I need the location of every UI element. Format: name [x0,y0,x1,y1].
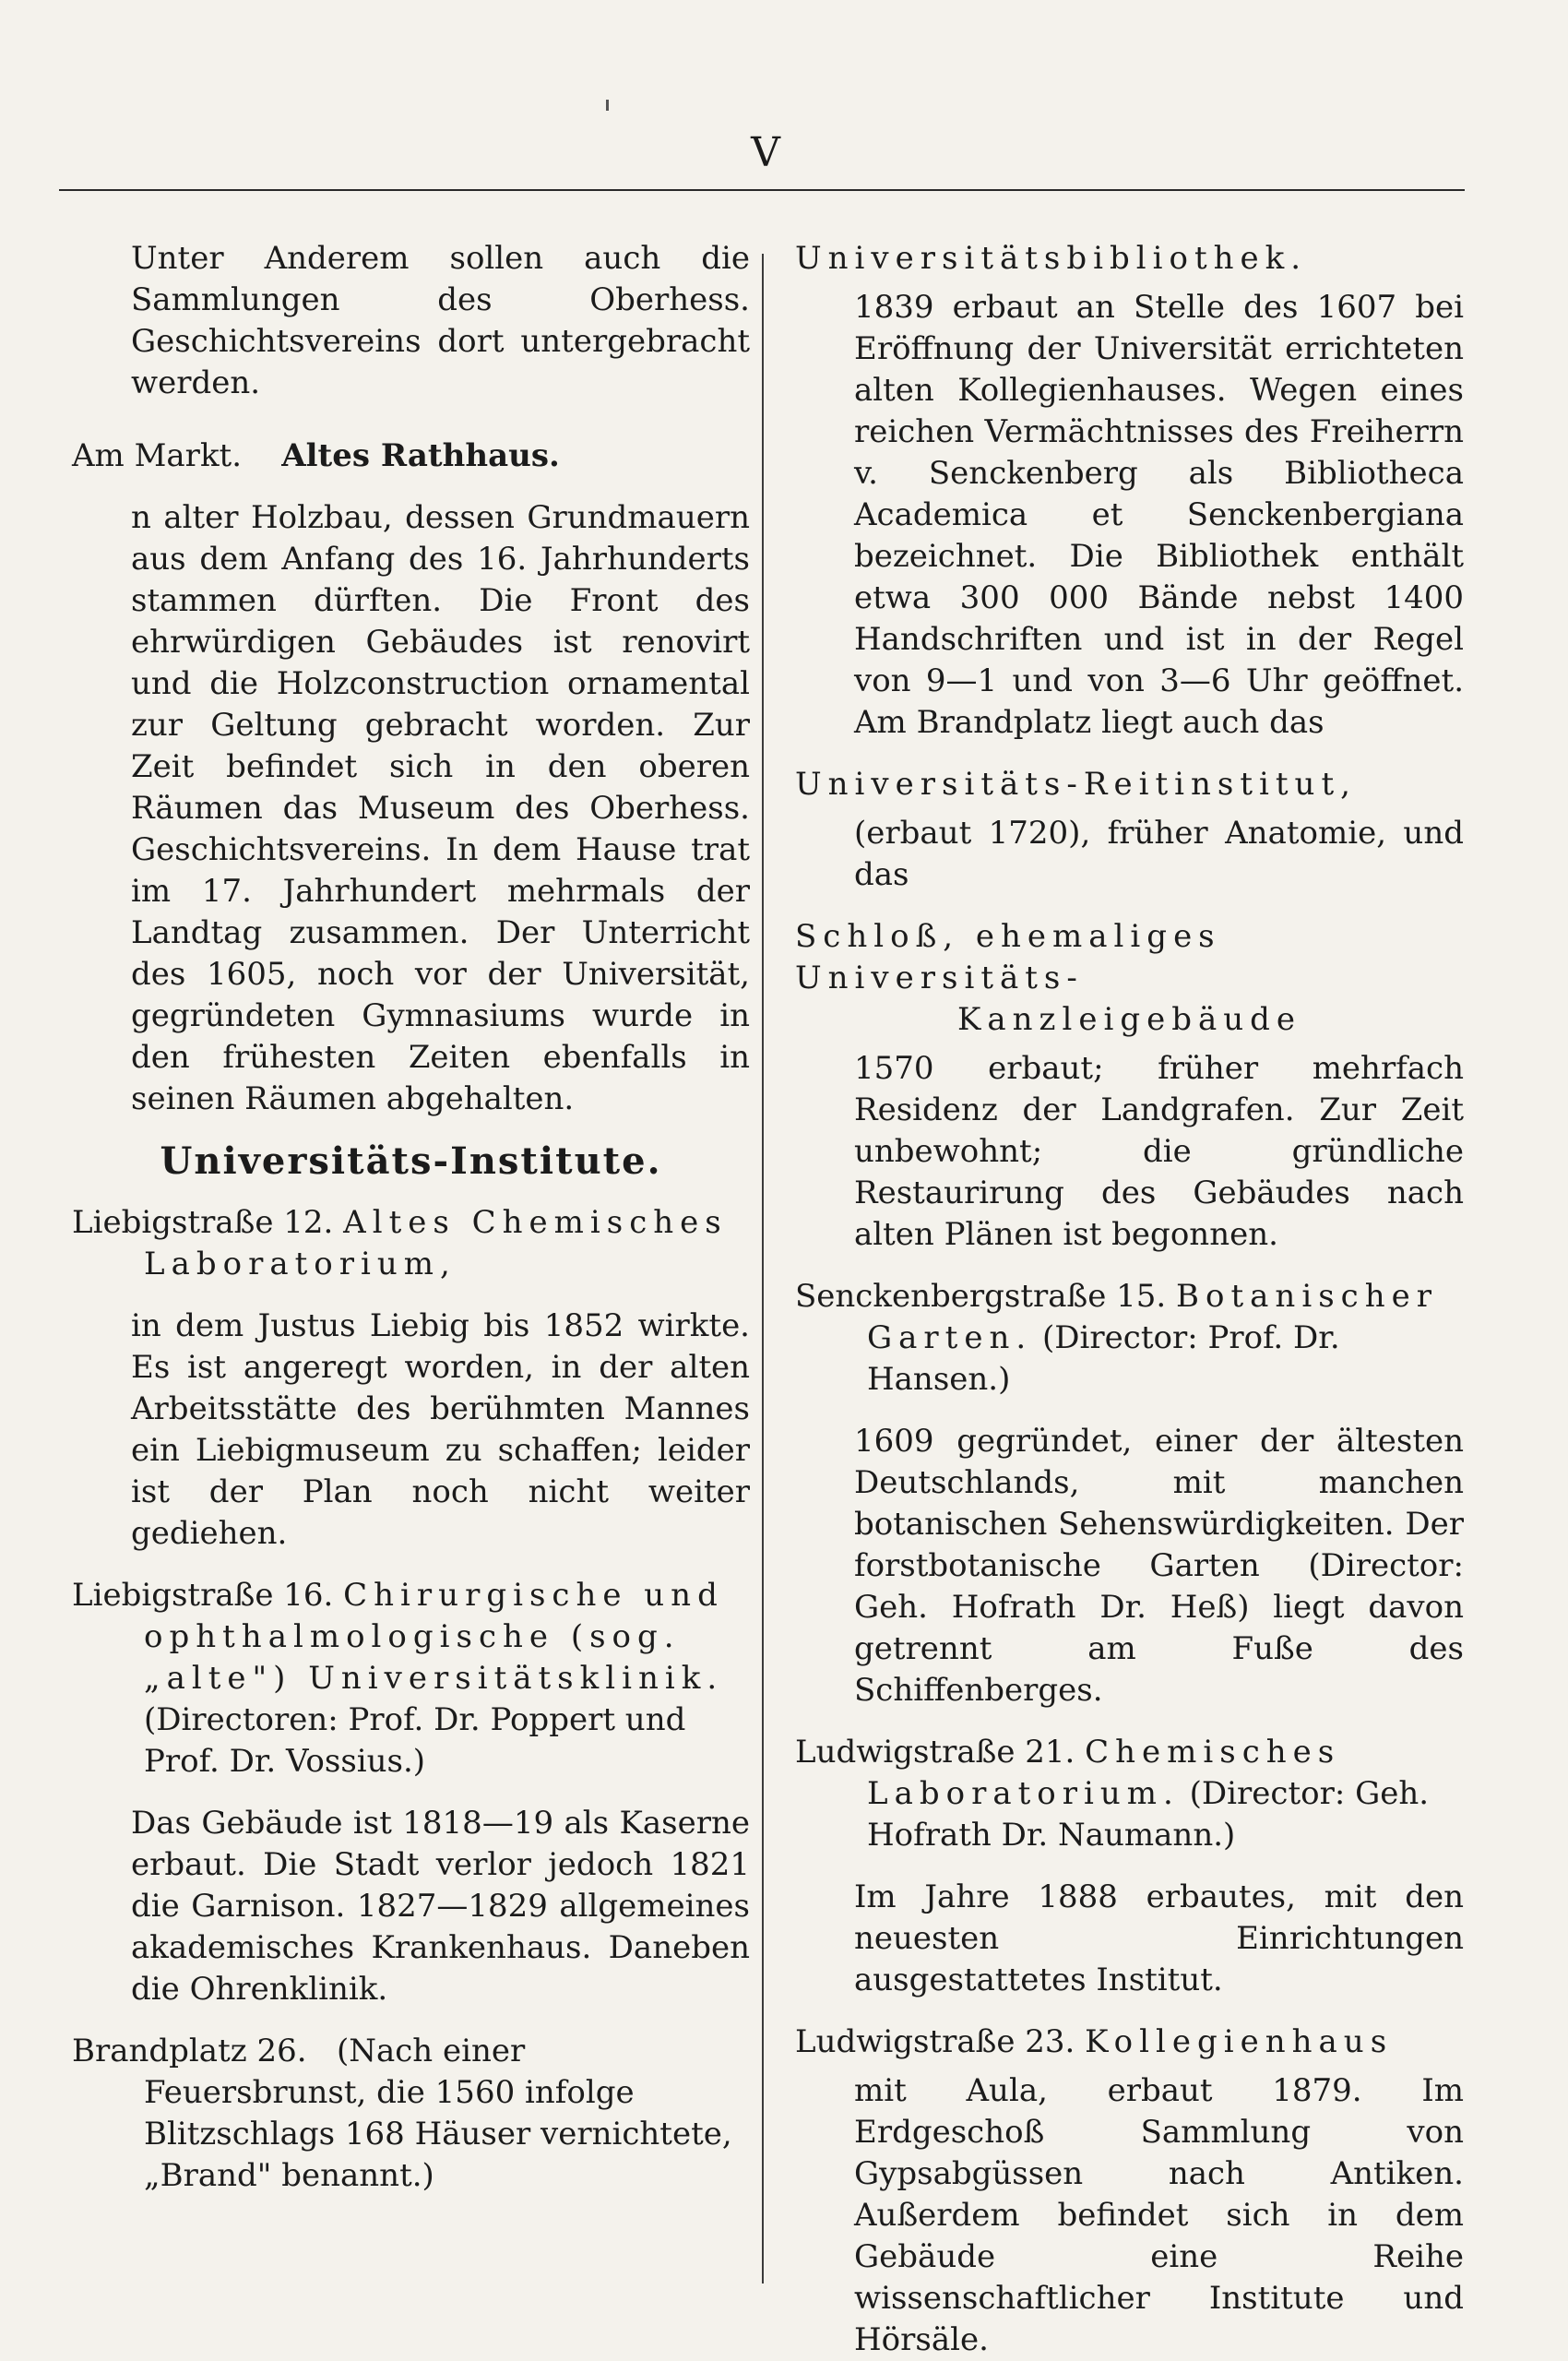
entry-heading [72,2031,750,2197]
ink-mark [606,100,609,111]
paragraph: n alter Holzbau, dessen Grundmauern aus dem Anfang des 16. Jahrhunderts stammen dürften. Die Front des ehrwürdigen Gebäudes ist renovirt und die Holzconstruction ornamental zur Geltung gebracht worden. Zur Zeit befindet sich in den oberen Räumen das Museum des Oberhess. Geschichtsvereins. In dem Hause trat im 17. Jahrhundert mehrmals der Landtag zusammen. Der Unterricht des 1605, noch vor der Universität, gegründeten Gymnasiums wurde in den frühesten Zeiten ebenfalls in seinen Räumen abgehalten. [131,499,750,1117]
entry-location: Liebigstraße 16. [72,1577,334,1614]
paragraph: Im Jahre 1888 erbautes, mit den neuesten Einrichtungen ausgestattetes Institut. [854,1878,1464,1998]
paragraph: 1839 erbaut an Stelle des 1607 bei Eröffnung der Universität errichteten alten Kollegienhauses. Wegen eines reichen Vermächtnisses des Freiherrn v. Senckenberg als Bibliotheca Academica et Senckenbergiana bezeichnet. Die Bibliothek enthält etwa 300 000 Bände nebst 1400 Handschriften und ist in der Regel von 9—1 und von 3—6 Uhr geöffnet. Am Brandplatz liegt auch das [854,289,1464,741]
entry-name: Schloß, ehemaliges Universitäts- [795,918,1221,996]
entry-location: Ludwigstraße 21. [795,1734,1075,1771]
entry-location: Brandplatz 26. [72,2033,307,2069]
entry-name: Chemisches Laboratorium. [867,1734,1341,1812]
entry-location: Liebigstraße 12. [72,1204,334,1241]
paragraph: mit Aula, erbaut 1879. Im Erdgeschoß Sammlung von Gypsabgüssen nach Antiken. Außerdem befindet sich in dem Gebäude eine Reihe wissenschaftlicher Institute und Hörsäle. [854,2072,1464,2358]
paragraph: 1609 gegründet, einer der ältesten Deutschlands, mit manchen botanischen Sehenswürdigkeiten. Der forstbotanische Garten (Director: Geh. Hofrath Dr. Heß) liegt davon getrennt am Fuße des Schiffenberges. [854,1423,1464,1709]
entry-location: Am Markt. [72,437,243,474]
paragraph: Das Gebäude ist 1818—19 als Kaserne erbaut. Die Stadt verlor jedoch 1821 die Garnison. 1827—1829 allgemeines akademisches Krankenhaus. Daneben die Ohrenklinik. [131,1805,750,2008]
entry-name: Universitätsbibliothek. [795,240,1308,277]
entry-location: Ludwigstraße 23. [795,2023,1075,2060]
entry-name: Botanischer Garten. [867,1278,1438,1356]
paragraph: (erbaut 1720), früher Anatomie, und das [854,815,1464,893]
right-column [795,238,1464,2361]
entry-note: (Directoren: Prof. Dr. Poppert und Prof. Dr. Vossius.) [144,1701,686,1780]
entry-location: Senckenbergstraße 15. [795,1278,1167,1315]
paragraph: in dem Justus Liebig bis 1852 wirkte. Es ist angeregt worden, in der alten Arbeitsstätte des berühmten Mannes ein Liebigmuseum zu schaffen; leider ist der Plan noch nicht weiter gediehen. [131,1307,750,1552]
entry-note: (Nach einer Feuersbrunst, die 1560 infolge Blitzschlags 168 Häuser vernichtete, „Brand" benannt.) [144,2033,732,2194]
entry-heading [72,1202,750,1285]
section-title: Universitäts-Institute. [160,1139,662,1183]
paragraph: 1570 erbaut; früher mehrfach Residenz der Landgrafen. Zur Zeit unbewohnt; die gründliche Restaurirung des Gebäudes nach alten Plänen ist begonnen. [854,1050,1464,1253]
entry-name: Chirurgische und ophthalmologische (sog. „alte") Universitätsklinik. [144,1577,724,1697]
entry-name: Kanzleigebäude [956,1001,1302,1038]
header-rule [59,189,1465,191]
entry-heading [72,435,750,477]
entry-note: (Director: Prof. Dr. Hansen.) [867,1319,1340,1398]
entry-heading [795,2021,1464,2063]
column-divider [762,254,764,2283]
entry-heading [795,1276,1464,1401]
entry-heading [795,1732,1464,1856]
entry-note: (Director: Geh. Hofrath Dr. Naumann.) [867,1775,1430,1854]
entry-name: Altes Rathhaus. [281,437,560,474]
entry-name: Kollegienhaus [1085,2023,1394,2060]
page-number: V [751,129,780,176]
entry-name: Altes Chemisches Laboratorium, [144,1204,728,1282]
paragraph: Unter Anderem sollen auch die Sammlungen des Oberhess. Geschichtsvereins dort untergebracht werden. [131,240,750,401]
left-column [72,238,750,2197]
entry-name: Universitäts-Reitinstitut, [795,766,1357,803]
entry-heading [72,1575,750,1783]
